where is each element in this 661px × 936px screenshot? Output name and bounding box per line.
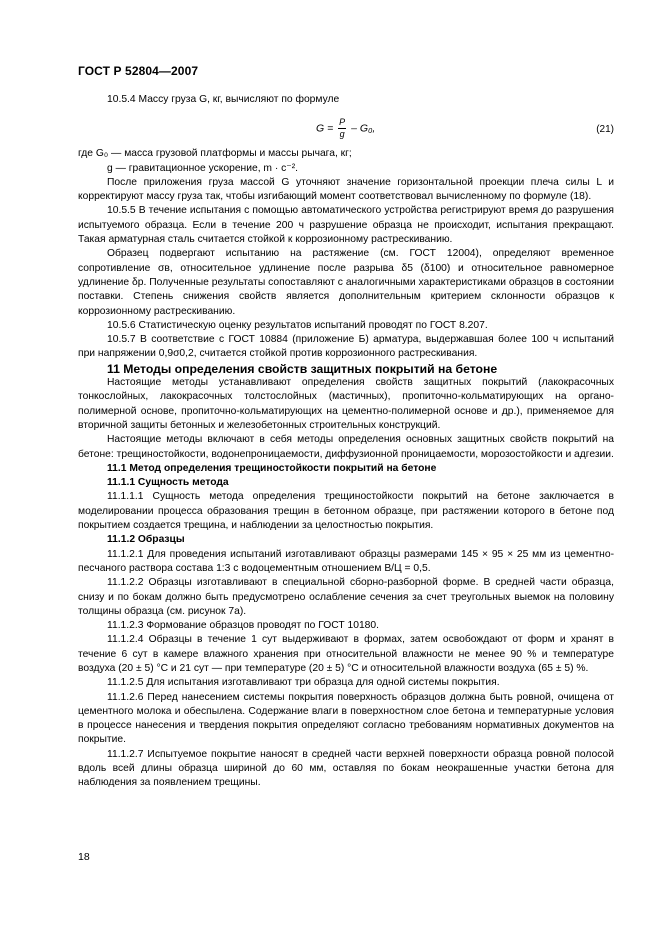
paragraph-tensile-test: Образец подвергают испытанию на растяжение (см. ГОСТ 12004), определяют временное сопротивление σв, относительное удлинение после разрыва δ5 (δ100) и относительное равномерное удлинение δр. Полученные результаты сопоставляют с аналогичными характеристиками образцов в состоянии поставки. Степень снижения свойств является дополнительным критерием склонности образцов к коррозионному растрескиванию. bbox=[78, 248, 614, 317]
formula-expression bbox=[316, 117, 375, 140]
formula-21 bbox=[78, 109, 614, 141]
paragraph-11-1-2-1 bbox=[78, 548, 614, 577]
clause-number: 10.5.6 bbox=[107, 319, 136, 331]
clause-number: 11.1.2.3 bbox=[107, 620, 144, 632]
paragraph-11-1-2-6 bbox=[78, 691, 614, 748]
paragraph-methods-include: Настоящие методы включают в себя методы определения основных защитных свойств покрытий на бетоне: трещиностойкости, водонепроницаемости, диффузионной проницаемости, морозостойкости и адгезии. bbox=[78, 434, 614, 460]
paragraph-11-1-2-7 bbox=[78, 748, 614, 791]
fraction-numerator: P bbox=[339, 117, 346, 128]
document-header: ГОСТ Р 52804—2007 bbox=[78, 64, 199, 78]
paragraph-11-1-2-2 bbox=[78, 576, 614, 619]
clause-text: Образцы в течение 1 сут выдерживают в формах, затем освобождают от форм и хранят в течение 6 сут в камере влажного хранения при относительной влажности не менее 90 % и температуре воздуха (20 ± 5) °С и 21 сут — при температуре (20 ± 5) °С и относительной влажности воздуха (65 ± 5) %. bbox=[78, 634, 614, 674]
paragraph-methods-scope: Настоящие методы устанавливают определения свойств защитных покрытий (лакокрасочных тонкослойных, лакокрасочных толстослойных (мастичных), пропиточно-кольматирующих на органо-полимерной основе, пропиточно-кольматирующих на цементно-полимерной основе и др.), применяемое для вторичной защиты бетонных и железобетонных строительных конструкций. bbox=[78, 377, 614, 431]
paragraph-10-5-4 bbox=[78, 93, 614, 107]
formula-rest: – G₀, bbox=[351, 122, 376, 135]
clause-number: 11.1.2.7 bbox=[107, 748, 144, 760]
clause-number: 10.5.7 bbox=[107, 334, 136, 346]
clause-text: Для испытания изготавливают три образца для одной системы покрытия. bbox=[146, 677, 500, 689]
clause-text: Сущность метода определения трещиностойкости покрытий на бетоне заключается в моделировании процесса образования трещин в бетонном образце, при растяжении которого в бетоне под покрытием создается трещина, и наблюдении за целостностью покрытия. bbox=[78, 491, 614, 532]
document-body bbox=[78, 93, 614, 791]
page-number: 18 bbox=[78, 851, 90, 863]
clause-number: 11.1.2.5 bbox=[107, 677, 144, 689]
clause-text: Образцы изготавливают в специальной сборно-разборной форме. В средней части образца, снизу и по бокам должно быть предусмотрено ослабление сечения за счет треугольных выемок на половину толщины образца (см. рисунок 7а). bbox=[78, 577, 614, 617]
paragraph-11-1-2-5 bbox=[78, 676, 614, 690]
clause-number: 11.1.1.1 bbox=[107, 491, 144, 503]
clause-text: Для проведения испытаний изготавливают образцы размерами 145 × 95 × 25 мм из цементно-песчаного раствора состава 1:3 с водоцементным отношением В/Ц = 0,5. bbox=[78, 548, 614, 574]
heading-11-1-1: 11.1.1 Сущность метода bbox=[107, 477, 229, 489]
clause-number: 11.1.2.2 bbox=[107, 577, 144, 589]
where-line-1: где G₀ — масса грузовой платформы и массы рычага, кг; bbox=[78, 148, 352, 160]
paragraph-11-1-2-3 bbox=[78, 619, 614, 633]
clause-number: 11.1.2.1 bbox=[107, 548, 144, 560]
paragraph-10-5-7 bbox=[78, 333, 614, 362]
heading-11-1: 11.1 Метод определения трещиностойкости покрытий на бетоне bbox=[107, 462, 437, 474]
clause-text: В течение испытания с помощью автоматического устройства регистрируют время до разрушения испытуемого образца. Если в течение 200 ч разрушение образца не происходит, испытания прекращают. Такая арматурная сталь считается стойкой к коррозионному растрескиванию. bbox=[78, 205, 614, 246]
clause-text: Массу груза G, кг, вычисляют по формуле bbox=[138, 94, 340, 105]
clause-text: В соответствие с ГОСТ 10884 (приложение Б) арматура, выдержавшая более 100 ч испытаний при напряжении 0,9σ0,2, считается стойкой против коррозионного растрескивания. bbox=[78, 334, 614, 360]
clause-number: 11.1.2.6 bbox=[107, 691, 144, 703]
where-line-2: g — гравитационное ускорение, m · c⁻². bbox=[107, 162, 299, 174]
heading-11-1-2: 11.1.2 Образцы bbox=[107, 534, 185, 546]
paragraph-11-1-1-1 bbox=[78, 490, 614, 533]
clause-text: Статистическую оценку результатов испытаний проводят по ГОСТ 8.207. bbox=[138, 319, 488, 331]
equation-number: (21) bbox=[596, 124, 614, 136]
paragraph-10-5-5 bbox=[78, 204, 614, 247]
fraction-denominator: g bbox=[339, 129, 345, 140]
clause-number: 10.5.4 bbox=[107, 94, 136, 105]
paragraph-11-1-2-4 bbox=[78, 633, 614, 676]
clause-number: 10.5.5 bbox=[107, 205, 136, 217]
section-11-title: 11 Методы определения свойств защитных покрытий на бетоне bbox=[107, 361, 498, 376]
clause-number: 11.1.2.4 bbox=[107, 634, 144, 646]
formula-fraction bbox=[338, 117, 346, 140]
paragraph-after-formula: После приложения груза массой G уточняют значение горизонтальной проекции плеча силы L и корректируют массу груза так, чтобы изгибающий момент соответствовал вычисленному по формуле (18). bbox=[78, 176, 614, 203]
clause-text: Испытуемое покрытие наносят в средней части верхней поверхности образца ровной полосой вдоль всей длины образца шириной до 60 мм, оставляя по бокам неокрашенные участки бетона для наблюдения за появлением трещины. bbox=[78, 748, 614, 789]
clause-text: Формование образцов проводят по ГОСТ 10180. bbox=[146, 620, 379, 632]
formula-lhs: G = bbox=[316, 122, 334, 135]
paragraph-10-5-6 bbox=[78, 319, 614, 333]
clause-text: Перед нанесением системы покрытия поверхность образцов должна быть ровной, очищена от цементного молока и обеспылена. Содержание влаги в поверхностном слое бетона и температурные условия в процессе нанесения и твердения покрытия определяют согласно требованиям нормативных документов на покрытие. bbox=[78, 691, 614, 746]
